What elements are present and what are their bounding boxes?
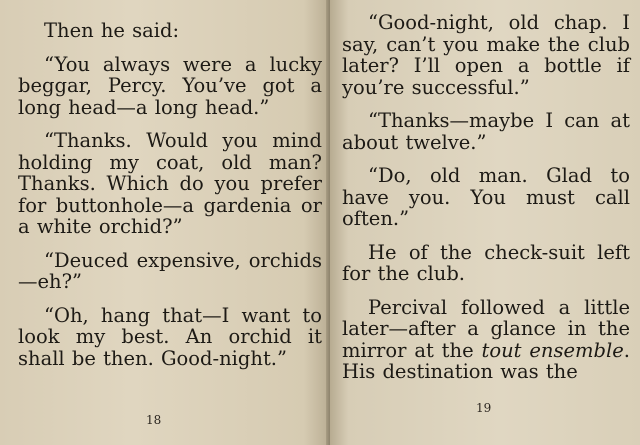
paragraph: “Good-night, old chap. I say, can’t you make the club later? I’ll open a bottle if you’re successful.” [342,11,630,99]
paragraph: “Oh, hang that—I want to look my best. An orchid it shall be then. Good-night.” [18,303,322,370]
paragraph: “You always were a lucky beggar, Percy. You’ve got a long head—a long head.” [18,52,322,119]
paragraph: “Do, old man. Glad to have you. You must call often.” [342,164,630,230]
paragraph-text: Percival followed a little later—after a glance in the mirror at the [342,295,630,362]
paragraph-text: . His destination was the [342,338,630,383]
paragraph: “Thanks. Would you mind holding my coat, old man? Thanks. Which do you prefer for buttonhole—a gardenia or a white orchid?” [18,129,322,238]
paragraph: Then he said: [44,19,180,42]
paragraph [342,297,630,383]
paragraph: “Thanks—maybe I can at about twelve.” [342,109,630,154]
page-number-left: 18 [146,413,162,427]
right-page [330,0,640,445]
paragraph: He of the check-suit left for the club. [342,240,630,285]
italic-phrase: tout ensemble [481,338,624,362]
paragraph: “Deuced expensive, orchids—eh?” [18,248,322,293]
page-number-right: 19 [476,401,492,415]
